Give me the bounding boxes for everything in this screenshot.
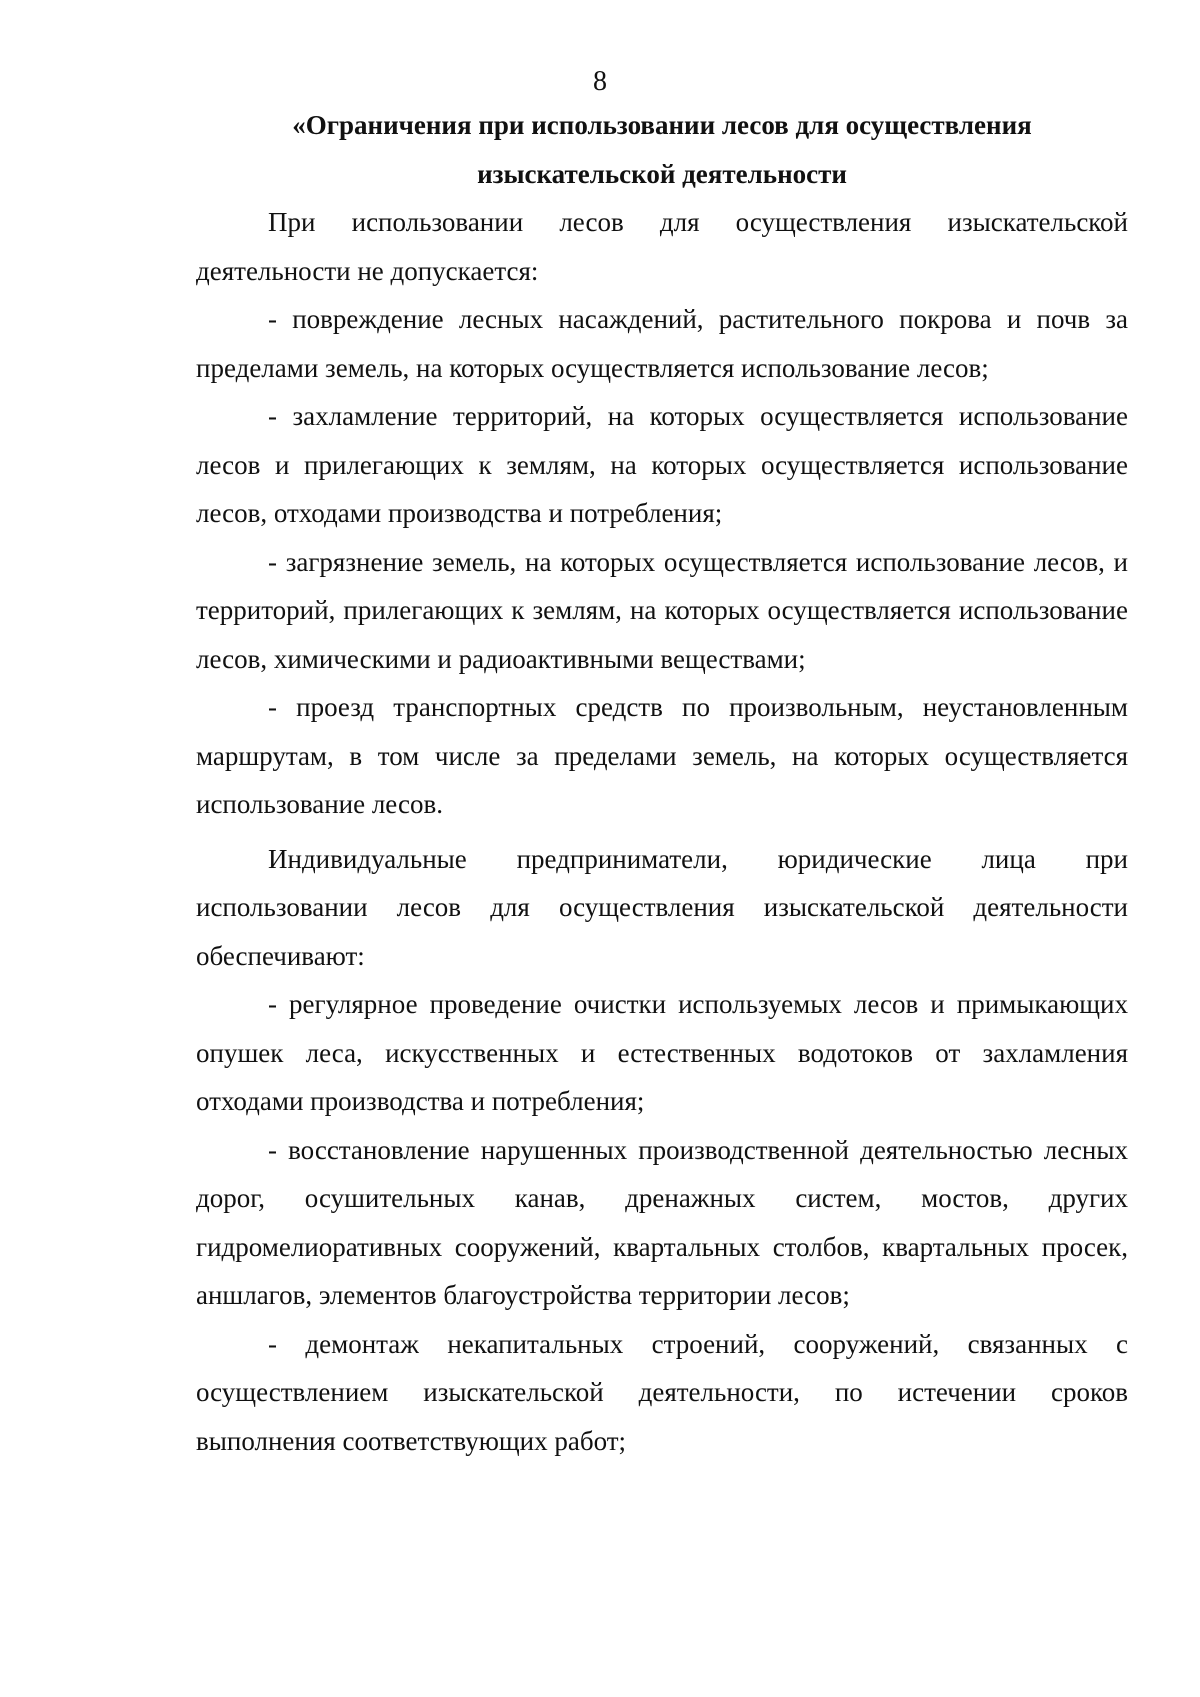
list-item-cleaning: - регулярное проведение очистки используемых лесов и примыкающих опушек леса, искусственных и естественных водотоков от захламления отходами производства и потребления;	[196, 989, 1128, 1116]
paragraph-obligations: Индивидуальные предприниматели, юридические лица при использовании лесов для осуществления изыскательской деятельности обеспечивают:	[196, 843, 1128, 971]
document-body	[196, 198, 1128, 1465]
page-number: 8	[593, 66, 607, 97]
section-title: «Ограничения при использовании лесов для осуществления изыскательской деятельности	[292, 110, 1032, 189]
list-item-restoration: - восстановление нарушенных производственной деятельностью лесных дорог, осушительных канав, дренажных систем, мостов, других гидромелиоративных сооружений, квартальных столбов, квартальных просек, аншлагов, элементов благоустройства территории лесов;	[196, 1134, 1128, 1310]
list-item-littering: - захламление территорий, на которых осуществляется использование лесов и прилегающих к землям, на которых осуществляется использование лесов, отходами производства и потребления;	[196, 401, 1128, 528]
list-item-dismantling: - демонтаж некапитальных строений, сооружений, связанных с осуществлением изыскательской деятельности, по истечении сроков выполнения соответствующих работ;	[196, 1328, 1128, 1456]
list-item-vehicle-passage: - проезд транспортных средств по произвольным, неустановленным маршрутам, в том числе за пределами земель, на которых осуществляется использование лесов.	[196, 692, 1128, 819]
list-item-pollution: - загрязнение земель, на которых осуществляется использование лесов, и территорий, прилегающих к землям, на которых осуществляется использование лесов, химическими и радиоактивными веществами;	[196, 546, 1128, 674]
list-item-damage: - повреждение лесных насаждений, растительного покрова и почв за пределами земель, на которых осуществляется использование лесов;	[196, 304, 1128, 383]
paragraph-intro: При использовании лесов для осуществления изыскательской деятельности не допускается:	[196, 207, 1128, 286]
